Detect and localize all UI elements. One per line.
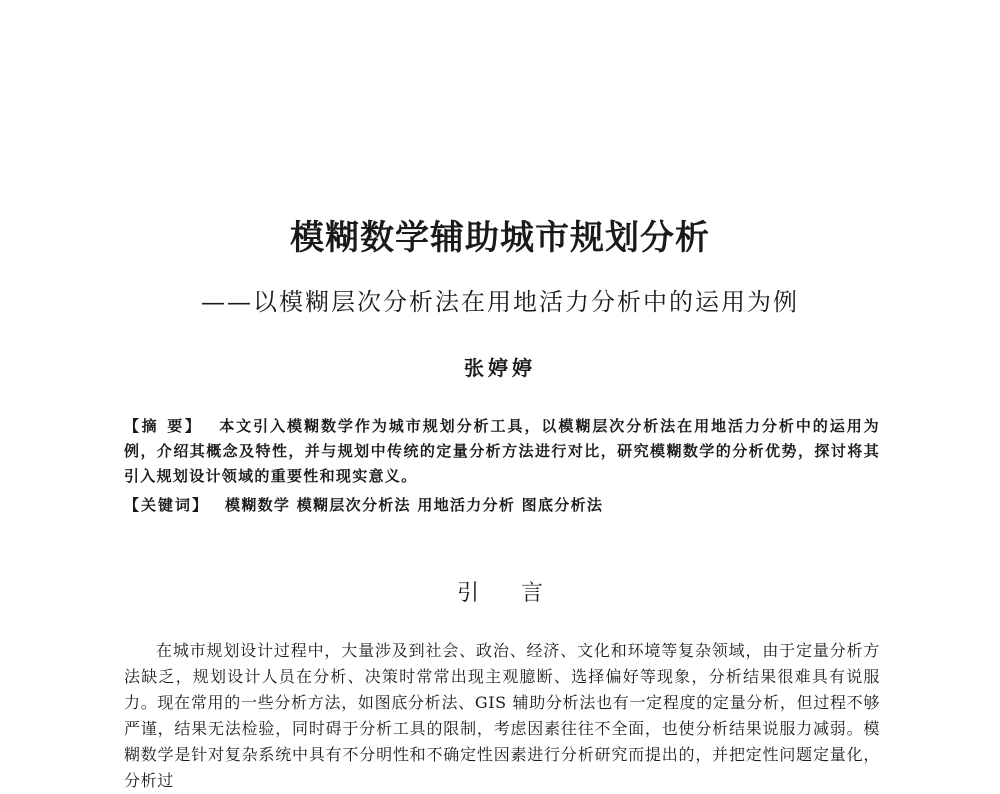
- section-heading-introduction: 引言: [456, 581, 585, 606]
- keywords-block: [124, 494, 880, 516]
- paper-title: 模糊数学辅助城市规划分析: [290, 218, 710, 258]
- body-paragraph: 在城市规划设计过程中，大量涉及到社会、政治、经济、文化和环境等复杂领域，由于定量分析方法缺乏，规划设计人员在分析、决策时常常出现主观臆断、选择偏好等现象，分析结果很难具有说服力。现在常用的一些分析方法，如图底分析法、GIS 辅助分析法也有一定程度的定量分析，但过程不够严谨，结果无法检验，同时碍于分析工具的限制，考虑因素往往不全面，也使分析结果说服力减弱。模糊数学是针对复杂系统中具有不分明性和不确定性因素进行分析研究而提出的，并把定性问题定量化，分析过: [124, 641, 880, 790]
- paper-subtitle: ——以模糊层次分析法在用地活力分析中的运用为例: [201, 288, 799, 316]
- keywords-text: 模糊数学 模糊层次分析法 用地活力分析 图底分析法: [225, 496, 604, 514]
- author-name: 张婷婷: [464, 356, 536, 380]
- abstract-label: 【摘 要】: [124, 417, 203, 435]
- keywords-label: 【关键词】: [124, 496, 210, 514]
- abstract-block: [124, 414, 880, 489]
- abstract-text: 本文引入模糊数学作为城市规划分析工具，以模糊层次分析法在用地活力分析中的运用为例，介绍其概念及特性，并与规划中传统的定量分析方法进行对比，研究模糊数学的分析优势，探讨将其引入规划设计领域的重要性和现实意义。: [124, 417, 880, 485]
